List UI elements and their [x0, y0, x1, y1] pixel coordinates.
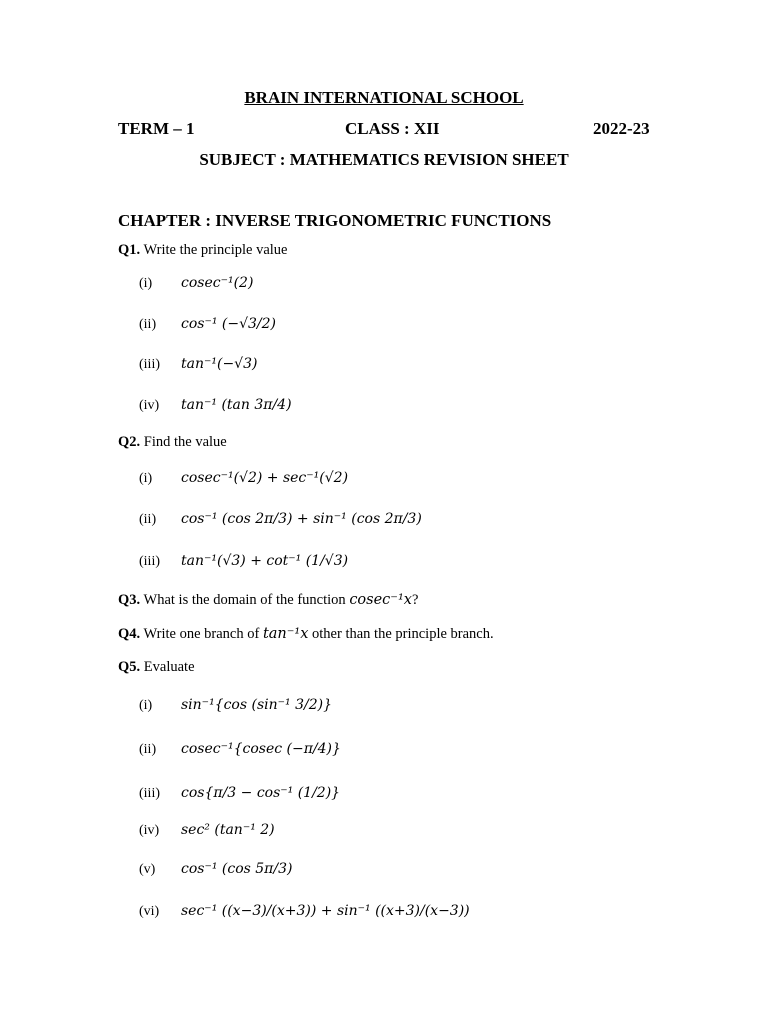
question-label: Q5.	[118, 659, 141, 675]
math-expression: cos⁻¹ (−√3/2)	[181, 316, 277, 332]
year-label: 2022-23	[593, 119, 650, 138]
class-label: CLASS : XII	[345, 119, 440, 138]
item-number: (i)	[139, 276, 153, 291]
question-label: Q4.	[118, 626, 141, 642]
item-number: (iii)	[139, 554, 160, 569]
math-expression: cosec⁻¹(√2) + sec⁻¹(√2)	[181, 470, 349, 486]
item-number: (i)	[139, 698, 153, 713]
math-expression: sec² (tan⁻¹ 2)	[181, 822, 275, 838]
question-text: Find the value	[143, 434, 227, 450]
item-number: (v)	[139, 862, 156, 877]
math-expression: cos{π/3 − cos⁻¹ (1/2)}	[181, 785, 341, 801]
math-inline: cosec⁻¹x	[349, 592, 412, 608]
math-expression: cosec⁻¹{cosec (−π/4)}	[181, 741, 341, 757]
math-expression: sin⁻¹{cos (sin⁻¹ 3/2)}	[181, 697, 332, 713]
question-label: Q3.	[118, 592, 141, 608]
item-number: (iii)	[139, 786, 160, 801]
item-number: (vi)	[139, 904, 160, 919]
question-5	[118, 659, 195, 676]
term-label: TERM – 1	[118, 119, 195, 138]
math-expression: tan⁻¹(−√3)	[181, 356, 258, 372]
question-label: Q2.	[118, 434, 141, 450]
math-expression: cos⁻¹ (cos 5π/3)	[181, 861, 293, 877]
item-number: (iv)	[139, 398, 160, 413]
subject-title: SUBJECT : MATHEMATICS REVISION SHEET	[199, 150, 569, 169]
item-number: (ii)	[139, 317, 157, 332]
question-1	[118, 242, 287, 259]
question-text-end: other than the principle branch.	[312, 626, 494, 642]
item-number: (iv)	[139, 823, 160, 838]
question-text: Write the principle value	[143, 242, 288, 258]
question-label: Q1.	[118, 242, 141, 258]
item-number: (iii)	[139, 357, 160, 372]
school-title: BRAIN INTERNATIONAL SCHOOL	[244, 88, 524, 107]
question-text: What is the domain of the function	[143, 592, 346, 608]
math-expression: tan⁻¹ (tan 3π/4)	[181, 397, 292, 413]
math-expression: sec⁻¹ ((x−3)/(x+3)) + sin⁻¹ ((x+3)/(x−3))	[181, 903, 470, 919]
math-expression: tan⁻¹(√3) + cot⁻¹ (1/√3)	[181, 553, 349, 569]
question-text: Write one branch of	[143, 626, 260, 642]
question-text: Evaluate	[143, 659, 195, 675]
question-4	[118, 626, 494, 643]
question-2	[118, 434, 227, 451]
math-expression: cosec⁻¹(2)	[181, 275, 254, 291]
chapter-title: CHAPTER : INVERSE TRIGONOMETRIC FUNCTIONS	[118, 211, 552, 230]
question-3	[118, 592, 418, 609]
math-expression: cos⁻¹ (cos 2π/3) + sin⁻¹ (cos 2π/3)	[181, 511, 422, 527]
math-inline: tan⁻¹x	[262, 626, 309, 642]
item-number: (i)	[139, 471, 153, 486]
item-number: (ii)	[139, 512, 157, 527]
question-text-end: ?	[411, 592, 419, 608]
item-number: (ii)	[139, 742, 157, 757]
